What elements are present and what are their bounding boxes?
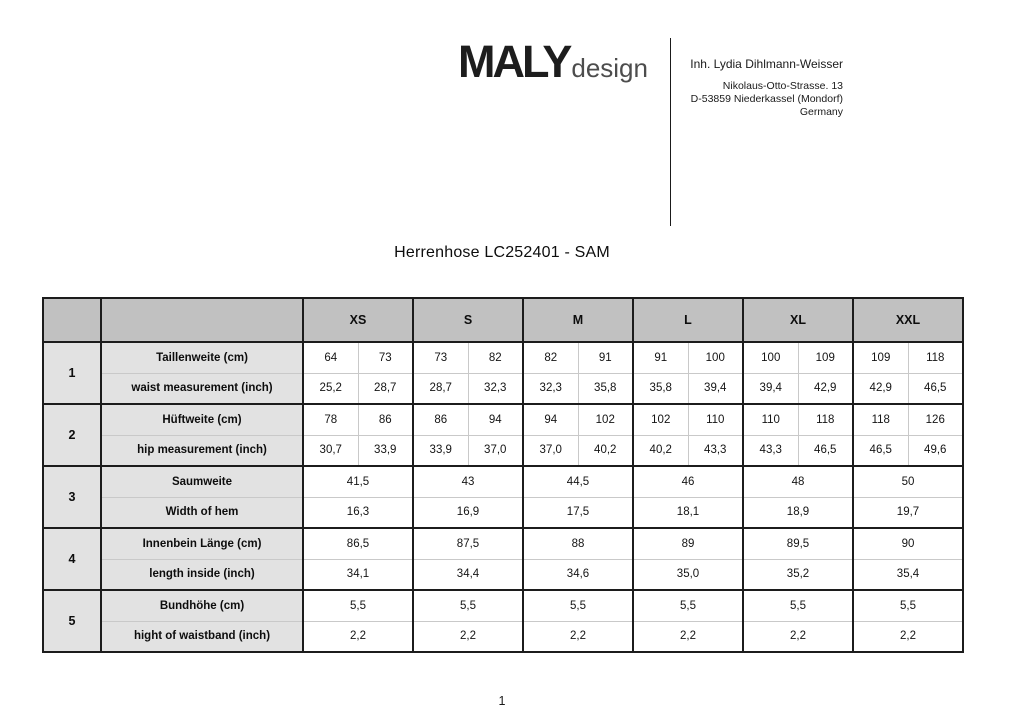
- address-city: D-53859 Niederkassel (Mondorf): [690, 93, 843, 105]
- value-cell: 32,3: [523, 373, 578, 404]
- value-cell: 39,4: [743, 373, 798, 404]
- value-cell: 33,9: [358, 435, 413, 466]
- value-cell: 102: [633, 404, 688, 435]
- value-cell: 109: [853, 342, 908, 373]
- address-country: Germany: [799, 106, 843, 118]
- row-number: 5: [43, 590, 101, 652]
- value-cell: 18,1: [633, 497, 743, 528]
- value-cell: 73: [358, 342, 413, 373]
- page-title: Herrenhose LC252401 - SAM: [394, 244, 610, 261]
- value-cell: 5,5: [413, 590, 523, 621]
- value-cell: 35,2: [743, 559, 853, 590]
- row-label: Width of hem: [101, 497, 303, 528]
- value-cell: 73: [413, 342, 468, 373]
- row-label: Taillenweite (cm): [101, 342, 303, 373]
- value-cell: 64: [303, 342, 358, 373]
- value-cell: 94: [523, 404, 578, 435]
- size-header-l: L: [633, 298, 743, 342]
- value-cell: 35,0: [633, 559, 743, 590]
- value-cell: 5,5: [633, 590, 743, 621]
- value-cell: 78: [303, 404, 358, 435]
- row-label: Innenbein Länge (cm): [101, 528, 303, 559]
- row-label: Saumweite: [101, 466, 303, 497]
- value-cell: 43: [413, 466, 523, 497]
- value-cell: 86: [358, 404, 413, 435]
- size-table: [42, 297, 964, 653]
- address-owner: Inh. Lydia Dihlmann-Weisser: [690, 57, 843, 71]
- value-cell: 16,3: [303, 497, 413, 528]
- row-number: 2: [43, 404, 101, 466]
- value-cell: 5,5: [303, 590, 413, 621]
- row-label: waist measurement (inch): [101, 373, 303, 404]
- row-number: 3: [43, 466, 101, 528]
- value-cell: 5,5: [853, 590, 963, 621]
- page-number: 1: [498, 694, 506, 708]
- value-cell: 16,9: [413, 497, 523, 528]
- value-cell: 5,5: [523, 590, 633, 621]
- value-cell: 109: [798, 342, 853, 373]
- row-number: 4: [43, 528, 101, 590]
- corner-cell-number: [43, 298, 101, 342]
- table-row: [43, 404, 963, 435]
- value-cell: 86: [413, 404, 468, 435]
- value-cell: 46: [633, 466, 743, 497]
- value-cell: 89: [633, 528, 743, 559]
- value-cell: 18,9: [743, 497, 853, 528]
- value-cell: 48: [743, 466, 853, 497]
- value-cell: 43,3: [688, 435, 743, 466]
- value-cell: 19,7: [853, 497, 963, 528]
- size-header-xl: XL: [743, 298, 853, 342]
- value-cell: 110: [688, 404, 743, 435]
- value-cell: 118: [798, 404, 853, 435]
- table-row: [43, 373, 963, 404]
- value-cell: 89,5: [743, 528, 853, 559]
- value-cell: 82: [523, 342, 578, 373]
- row-label: hip measurement (inch): [101, 435, 303, 466]
- value-cell: 41,5: [303, 466, 413, 497]
- value-cell: 91: [578, 342, 633, 373]
- row-label: Bundhöhe (cm): [101, 590, 303, 621]
- value-cell: 126: [908, 404, 963, 435]
- address-street: Nikolaus-Otto-Strasse. 13: [722, 80, 843, 92]
- table-row: [43, 466, 963, 497]
- value-cell: 2,2: [303, 621, 413, 652]
- table-row: [43, 497, 963, 528]
- row-label: hight of waistband (inch): [101, 621, 303, 652]
- value-cell: 28,7: [413, 373, 468, 404]
- value-cell: 118: [908, 342, 963, 373]
- value-cell: 102: [578, 404, 633, 435]
- value-cell: 37,0: [523, 435, 578, 466]
- value-cell: 25,2: [303, 373, 358, 404]
- value-cell: 34,6: [523, 559, 633, 590]
- value-cell: 32,3: [468, 373, 523, 404]
- value-cell: 94: [468, 404, 523, 435]
- value-cell: 91: [633, 342, 688, 373]
- value-cell: 82: [468, 342, 523, 373]
- corner-cell-label: [101, 298, 303, 342]
- value-cell: 110: [743, 404, 798, 435]
- value-cell: 5,5: [743, 590, 853, 621]
- value-cell: 35,4: [853, 559, 963, 590]
- value-cell: 87,5: [413, 528, 523, 559]
- table-row: [43, 590, 963, 621]
- value-cell: 34,1: [303, 559, 413, 590]
- value-cell: 86,5: [303, 528, 413, 559]
- value-cell: 35,8: [633, 373, 688, 404]
- value-cell: 42,9: [798, 373, 853, 404]
- value-cell: 2,2: [633, 621, 743, 652]
- value-cell: 100: [743, 342, 798, 373]
- address-block: [600, 57, 843, 119]
- value-cell: 2,2: [743, 621, 853, 652]
- value-cell: 44,5: [523, 466, 633, 497]
- value-cell: 37,0: [468, 435, 523, 466]
- value-cell: 2,2: [853, 621, 963, 652]
- value-cell: 33,9: [413, 435, 468, 466]
- value-cell: 43,3: [743, 435, 798, 466]
- value-cell: 35,8: [578, 373, 633, 404]
- value-cell: 100: [688, 342, 743, 373]
- size-header-xs: XS: [303, 298, 413, 342]
- value-cell: 17,5: [523, 497, 633, 528]
- value-cell: 2,2: [523, 621, 633, 652]
- size-header-s: S: [413, 298, 523, 342]
- table-header-row: [43, 298, 963, 342]
- value-cell: 39,4: [688, 373, 743, 404]
- value-cell: 90: [853, 528, 963, 559]
- row-label: Hüftweite (cm): [101, 404, 303, 435]
- table-row: [43, 528, 963, 559]
- value-cell: 30,7: [303, 435, 358, 466]
- value-cell: 40,2: [633, 435, 688, 466]
- value-cell: 42,9: [853, 373, 908, 404]
- logo-design-text: design: [571, 53, 648, 83]
- logo-maly-text: MALY: [458, 36, 570, 87]
- size-header-xxl: XXL: [853, 298, 963, 342]
- value-cell: 2,2: [413, 621, 523, 652]
- table-row: [43, 342, 963, 373]
- value-cell: 34,4: [413, 559, 523, 590]
- row-label: length inside (inch): [101, 559, 303, 590]
- value-cell: 40,2: [578, 435, 633, 466]
- value-cell: 88: [523, 528, 633, 559]
- value-cell: 46,5: [853, 435, 908, 466]
- value-cell: 46,5: [798, 435, 853, 466]
- table-row: [43, 435, 963, 466]
- value-cell: 46,5: [908, 373, 963, 404]
- size-header-m: M: [523, 298, 633, 342]
- row-number: 1: [43, 342, 101, 404]
- value-cell: 50: [853, 466, 963, 497]
- value-cell: 28,7: [358, 373, 413, 404]
- table-row: [43, 559, 963, 590]
- value-cell: 118: [853, 404, 908, 435]
- table-row: [43, 621, 963, 652]
- value-cell: 49,6: [908, 435, 963, 466]
